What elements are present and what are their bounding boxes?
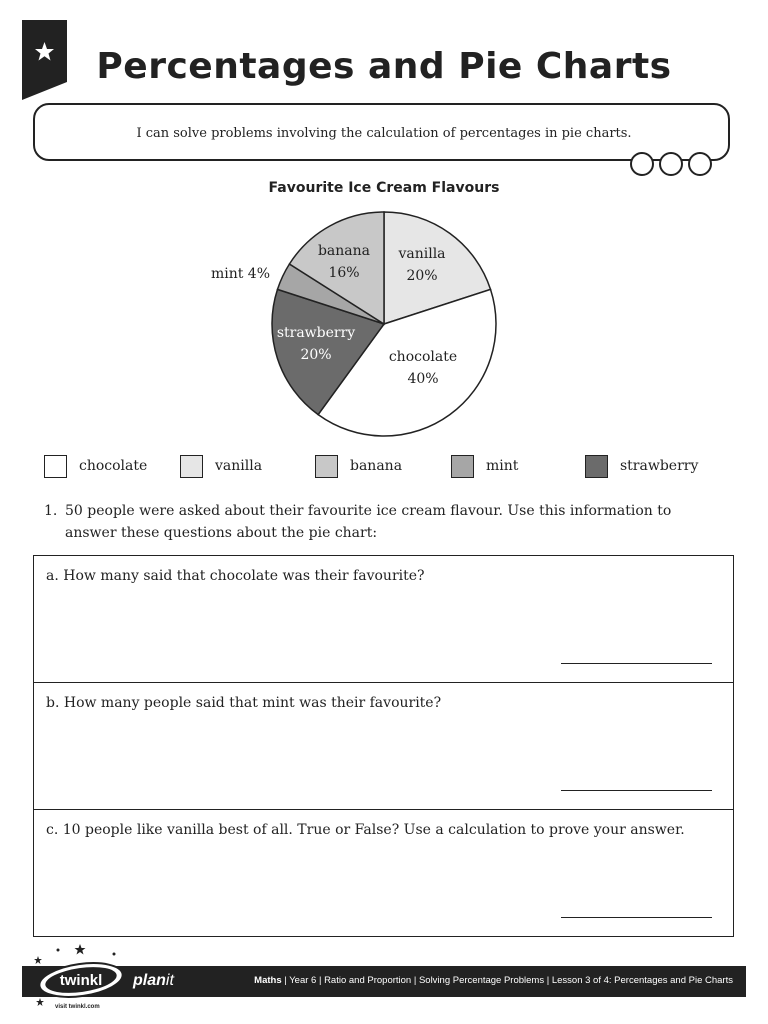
answer-box-a[interactable] (33, 555, 734, 683)
planit-light: it (165, 972, 174, 989)
legend-label: strawberry (620, 458, 699, 474)
legend-label: mint (486, 458, 519, 474)
pie-label-strawberry: strawberry (276, 325, 356, 341)
legend-swatch (585, 455, 608, 478)
question-number: 1. (44, 503, 58, 519)
question-intro (44, 500, 704, 544)
legend-item-strawberry (585, 452, 698, 480)
star-icon (34, 956, 42, 964)
star-icon (75, 944, 86, 955)
pie-value-banana: 16% (328, 265, 360, 281)
learning-objective-text: I can solve problems involving the calculation of percentages in pie charts. (136, 126, 632, 141)
pie-label-banana: banana (317, 243, 371, 259)
page-title: Percentages and Pie Charts (96, 46, 672, 87)
answer-line[interactable] (561, 790, 712, 791)
twinkl-logo-text: twinkl (59, 972, 103, 989)
pie-label-chocolate: chocolate (388, 349, 458, 365)
pie-value-chocolate: 40% (407, 371, 439, 387)
answer-line[interactable] (561, 663, 712, 664)
legend-swatch (451, 455, 474, 478)
legend-item-chocolate (44, 452, 147, 480)
question-part-c: c. 10 people like vanilla best of all. True or False? Use a calculation to prove your answer. (46, 822, 685, 838)
question-part-b: b. How many people said that mint was their favourite? (46, 695, 442, 711)
chart-legend (44, 452, 734, 480)
answer-box-b[interactable] (33, 682, 734, 810)
legend-item-mint (451, 452, 518, 480)
chart-title: Favourite Ice Cream Flavours (268, 180, 500, 196)
planit-logo (133, 972, 174, 990)
question-part-a: a. How many said that chocolate was their favourite? (46, 568, 425, 584)
legend-label: vanilla (215, 458, 263, 474)
legend-label: banana (350, 458, 403, 474)
answer-line[interactable] (561, 917, 712, 918)
visit-url: visit twinkl.com (55, 1004, 100, 1010)
pie-label-vanilla: vanilla (398, 246, 446, 262)
footer-path: | Year 6 | Ratio and Proportion | Solving Percentage Problems | Lesson 3 of 4: Percentages and Pie Charts (281, 975, 733, 986)
star-icon (36, 998, 44, 1006)
footer-breadcrumb (254, 975, 733, 986)
legend-swatch (315, 455, 338, 478)
chain-decoration (628, 152, 714, 176)
legend-swatch (44, 455, 67, 478)
pie-label-mint: mint 4% (210, 266, 270, 282)
question-intro-line-2: answer these questions about the pie chart: (65, 525, 378, 541)
legend-label: chocolate (79, 458, 148, 474)
legend-item-banana (315, 452, 402, 480)
footer-subject: Maths (254, 975, 282, 986)
pie-value-strawberry: 20% (300, 347, 332, 363)
legend-swatch (180, 455, 203, 478)
question-intro-line-1: 50 people were asked about their favourite ice cream flavour. Use this information to (65, 503, 672, 519)
answer-box-c[interactable] (33, 809, 734, 937)
pie-value-vanilla: 20% (406, 268, 438, 284)
planit-bold: plan (133, 972, 166, 989)
twinkl-logo (28, 942, 134, 1008)
legend-item-vanilla (180, 452, 262, 480)
